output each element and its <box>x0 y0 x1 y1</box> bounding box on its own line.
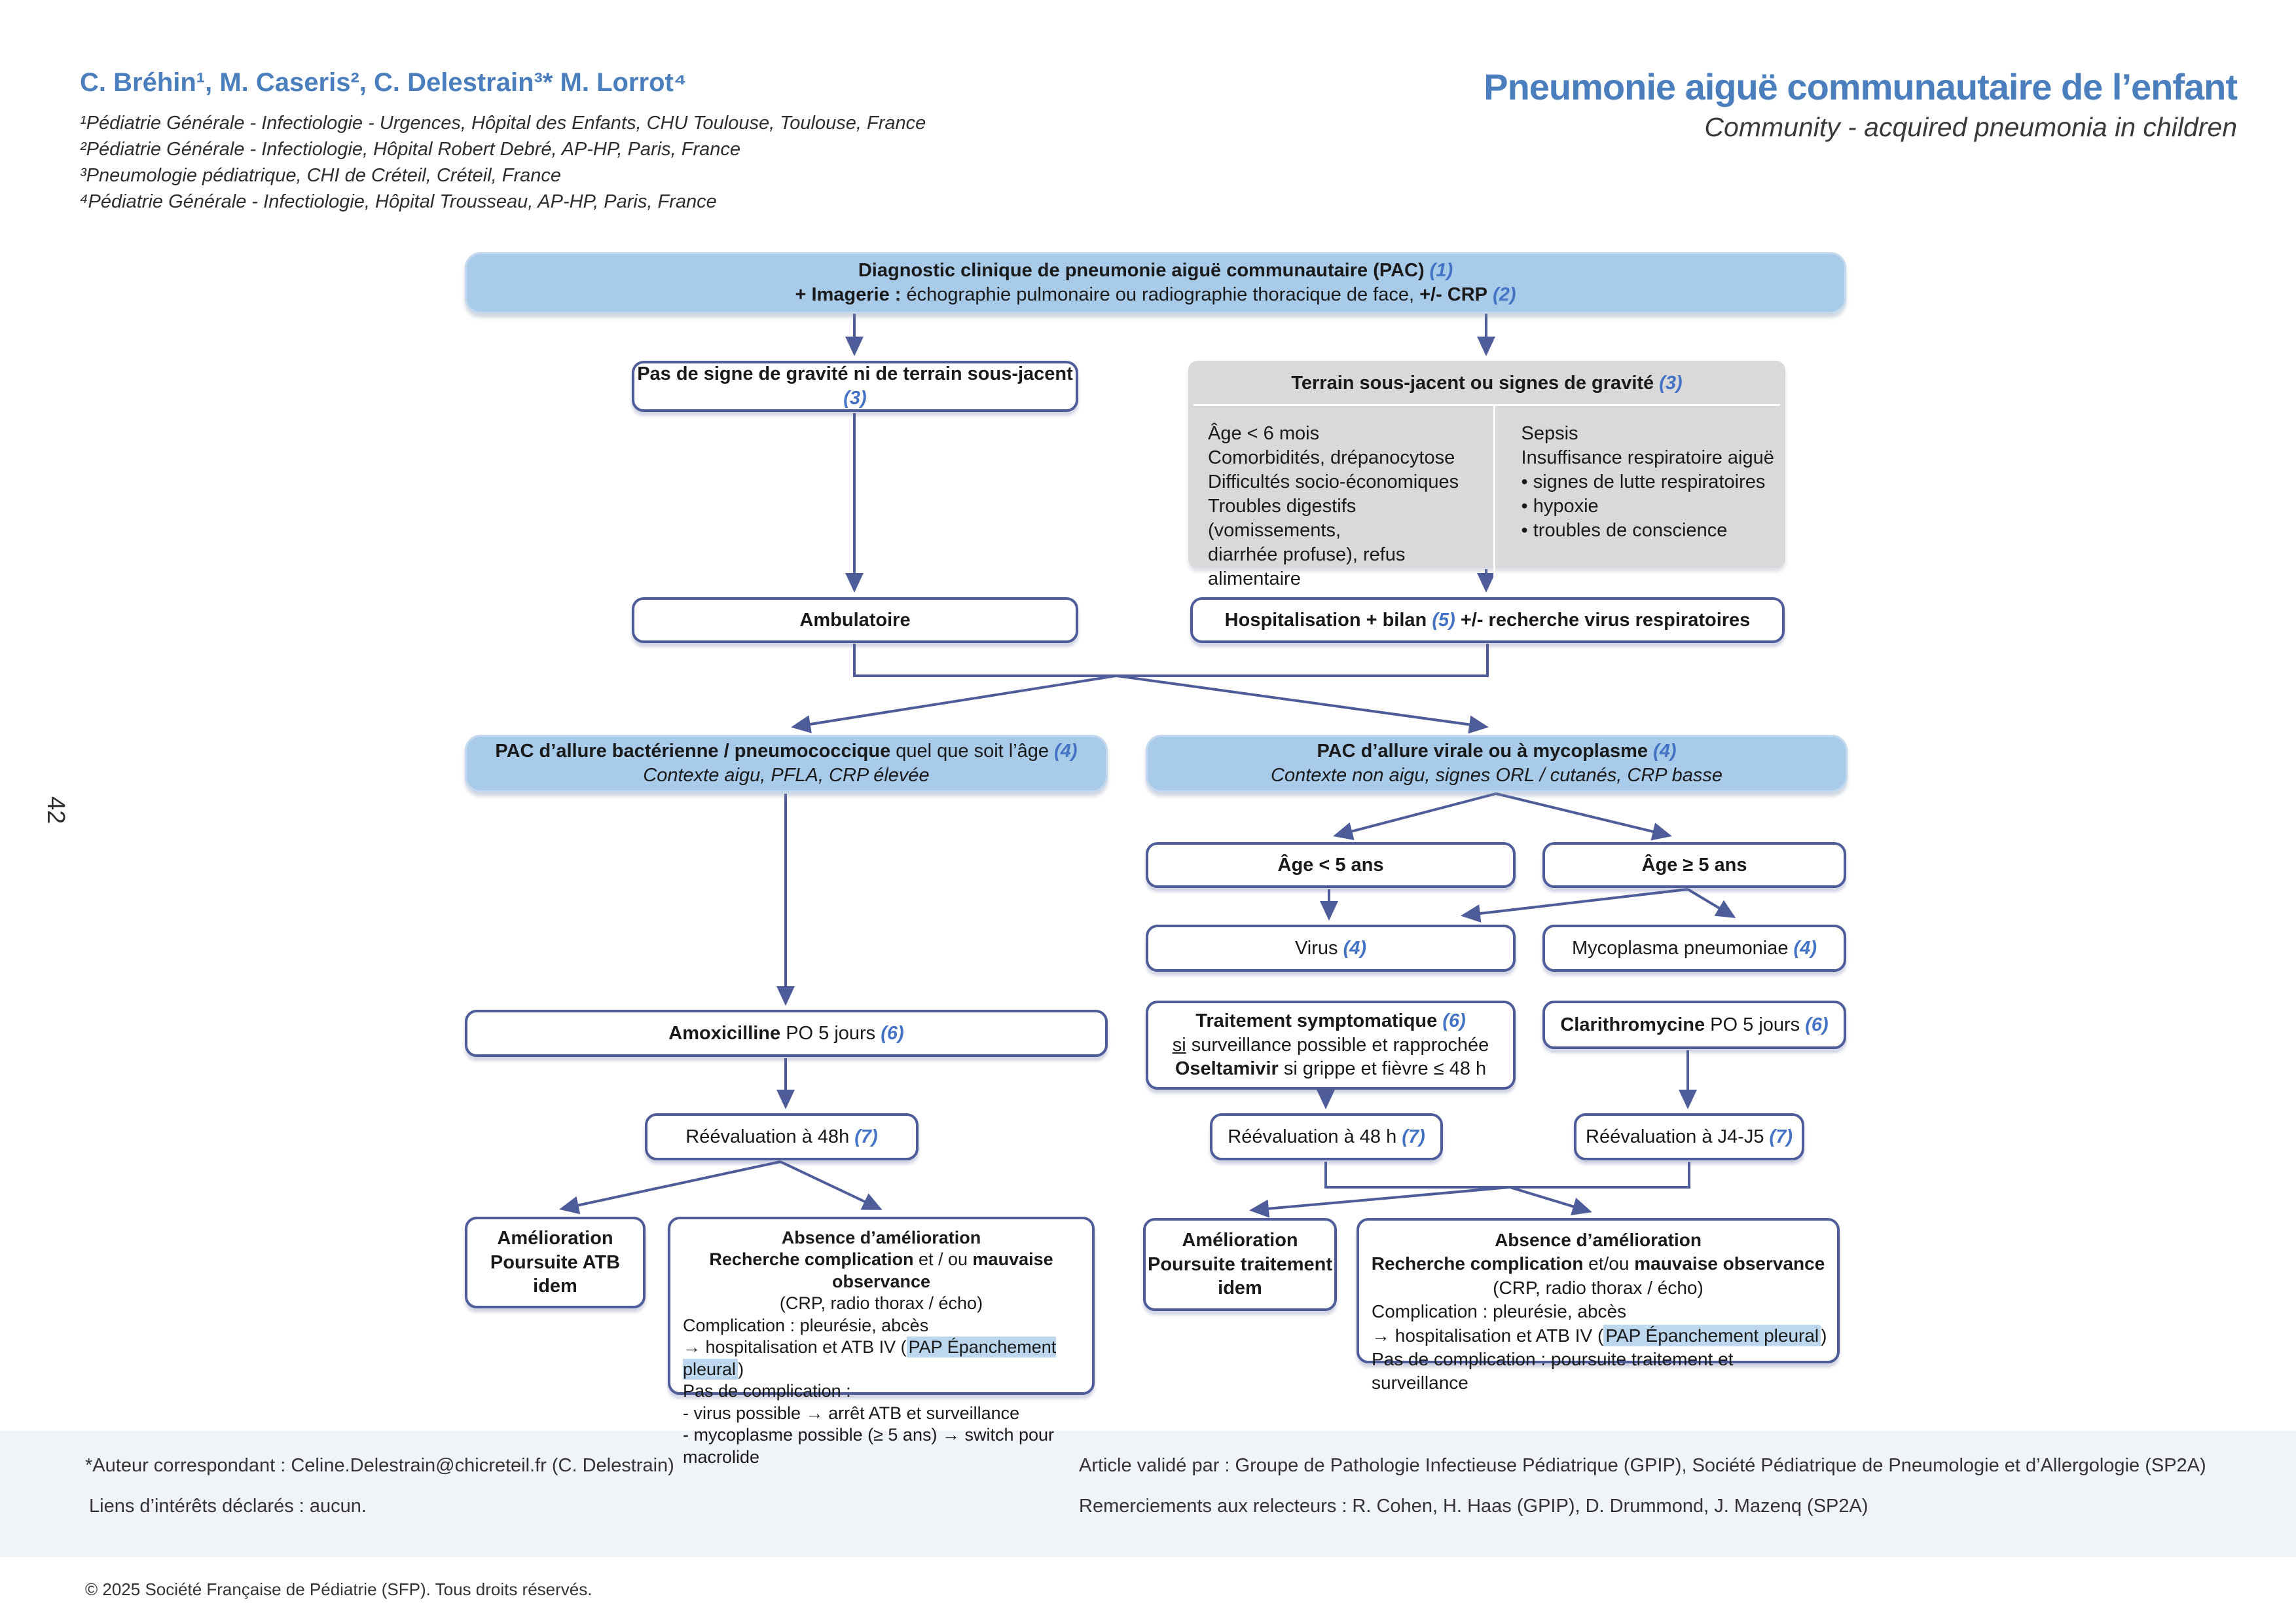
arrow-join-to-amelio-right <box>1252 1187 1510 1210</box>
absence-right-title: Absence d’amélioration <box>1495 1230 1702 1250</box>
ref-6b: (6) <box>1442 1010 1466 1032</box>
severity-title-text: Terrain sous-jacent ou signes de gravité <box>1291 373 1654 394</box>
reeval-mid-text: Réévaluation à 48 h <box>1228 1126 1397 1147</box>
ref-4d: (4) <box>1793 937 1817 959</box>
flow-box-diagnostic <box>465 252 1846 314</box>
arrow-agege5-to-myco <box>1688 889 1734 917</box>
absence-right-details <box>1368 1300 1829 1395</box>
flow-box-age-lt5 <box>1146 842 1516 888</box>
severity-terrain-item: Difficultés socio-économiques <box>1208 471 1459 492</box>
flow-box-pac-bacterial <box>465 735 1108 792</box>
hospital-text-2: +/- recherche virus respiratoires <box>1460 609 1751 631</box>
amelio-left-line1: Amélioration <box>497 1228 613 1249</box>
no-severity-text: Pas de signe de gravité ni de terrain sous-jacent <box>637 363 1073 385</box>
flow-box-virus <box>1146 925 1516 972</box>
arrow-join-to-pac-viral <box>1116 676 1486 727</box>
ref-6a: (6) <box>881 1022 904 1044</box>
absence-right-pas-complication: Pas de complication : poursuite traitement et surveillance <box>1372 1348 1734 1393</box>
amox-regular: PO 5 jours <box>786 1022 876 1044</box>
absence-left-pap-highlight: PAP Épanchement pleural <box>683 1337 1057 1379</box>
diagnostic-line2-imagerie: + Imagerie : <box>795 284 902 305</box>
absence-left-mycoplasme-possible: - mycoplasme possible (≥ 5 ans) → switch pour macrolide <box>683 1425 1055 1467</box>
absence-left-recherche: Recherche complication <box>709 1249 914 1270</box>
ref-4a: (4) <box>1054 741 1078 762</box>
flow-box-reeval-48h-left <box>645 1113 919 1160</box>
severity-column-gravity <box>1495 406 1785 591</box>
flow-box-severity <box>1188 361 1785 589</box>
severity-columns <box>1188 406 1785 591</box>
footer-validated: Article validé par : Groupe de Pathologie Infectieuse Pédiatrique (GPIP), Société Pédiatrique de Pneumologie et d’Allergologie (SP2A) <box>1079 1455 2206 1476</box>
arrow-agege5-to-virus <box>1463 889 1688 915</box>
arrow-join-to-pac-bact <box>793 676 1116 727</box>
ref-4b: (4) <box>1653 741 1677 762</box>
page-number: 42 <box>42 796 69 824</box>
age-lt5-text: Âge < 5 ans <box>1277 854 1384 876</box>
absence-left-observance: mauvaise observance <box>831 1249 1053 1291</box>
flow-box-absence-right <box>1357 1218 1840 1393</box>
severity-gravity-item: • hypoxie <box>1521 495 1599 517</box>
severity-title <box>1194 361 1780 406</box>
ref-1: (1) <box>1429 260 1453 282</box>
ref-5: (5) <box>1432 609 1455 631</box>
arrow-join-to-absence-right <box>1510 1187 1590 1211</box>
sympto-title: Traitement symptomatique <box>1195 1010 1438 1032</box>
severity-gravity-item: Sepsis <box>1521 422 1578 444</box>
flow-box-amoxicilline <box>465 1010 1108 1057</box>
severity-terrain-item: Comorbidités, drépanocytose <box>1208 447 1455 468</box>
pac-viral-bold: PAC d’allure virale ou à mycoplasme <box>1317 741 1649 762</box>
flow-box-ambulatoire <box>632 597 1078 643</box>
clari-regular: PO 5 jours <box>1710 1014 1800 1035</box>
ref-3b: (3) <box>1659 373 1683 394</box>
pac-bact-bold: PAC d’allure bactérienne / pneumococcique <box>495 741 891 762</box>
affiliation-3: ³Pneumologie pédiatrique, CHI de Créteil, Créteil, France <box>80 165 562 186</box>
authors-line: C. Bréhin¹, M. Caseris², C. Delestrain³* M. Lorrot⁴ <box>80 68 687 97</box>
pac-bact-context: Contexte aigu, PFLA, CRP élevée <box>643 765 930 786</box>
ref-2: (2) <box>1493 284 1516 305</box>
footer-correspondent: *Auteur correspondant : Celine.Delestrain@chicreteil.fr (C. Delestrain) <box>85 1455 674 1476</box>
flow-box-amelioration-left <box>465 1217 646 1308</box>
diagnostic-line2-crp: +/- CRP <box>1419 284 1488 305</box>
page-title-en: Community - acquired pneumonia in children <box>1704 112 2237 142</box>
absence-right-recherche: Recherche complication <box>1371 1253 1584 1274</box>
flow-box-reeval-48h-mid <box>1210 1113 1443 1160</box>
affiliation-2: ²Pédiatrie Générale - Infectiologie, Hôpital Robert Debré, AP-HP, Paris, France <box>80 139 741 160</box>
age-ge5-text: Âge ≥ 5 ans <box>1641 854 1747 876</box>
ambulatoire-text: Ambulatoire <box>799 609 911 631</box>
severity-terrain-item: diarrhée profuse), refus alimentaire <box>1208 544 1406 589</box>
arrow-reeval-to-amelio-left <box>562 1162 780 1209</box>
absence-left-details <box>679 1315 1084 1468</box>
diagnostic-line2-text: échographie pulmonaire ou radiographie thoracique de face, <box>906 284 1415 305</box>
ref-4c: (4) <box>1343 937 1367 959</box>
amox-bold: Amoxicilline <box>668 1022 781 1044</box>
flow-box-hospitalisation <box>1190 597 1785 643</box>
absence-right-hosp: → hospitalisation et ATB IV ( <box>1372 1325 1604 1346</box>
absence-left-hosp: → hospitalisation et ATB IV ( <box>683 1337 907 1357</box>
copyright-line: © 2025 Société Française de Pédiatrie (SFP). Tous droits réservés. <box>85 1579 592 1599</box>
pac-bact-regular: quel que soit l’âge <box>896 741 1049 762</box>
ref-7a: (7) <box>854 1126 878 1147</box>
arrow-pacviral-to-agege5 <box>1496 794 1669 836</box>
line-join-ambulatoire-hospital <box>854 644 1487 676</box>
amelio-left-line2: Poursuite ATB idem <box>490 1251 621 1297</box>
flow-box-age-ge5 <box>1542 842 1846 888</box>
virus-text: Virus <box>1294 937 1338 959</box>
line-join-reeval-right <box>1326 1162 1689 1187</box>
flow-box-reeval-j4j5 <box>1574 1113 1804 1160</box>
flow-box-amelioration-right <box>1143 1218 1337 1311</box>
sympto-surveillance: surveillance possible et rapprochée <box>1191 1034 1489 1056</box>
footer-thanks: Remerciements aux relecteurs : R. Cohen, H. Haas (GPIP), D. Drummond, J. Mazenq (SP2A) <box>1079 1496 1868 1517</box>
severity-column-terrain <box>1188 406 1495 591</box>
absence-left-pas-complication: Pas de complication : <box>683 1381 851 1401</box>
clari-bold: Clarithromycine <box>1560 1014 1705 1035</box>
hospital-text-1: Hospitalisation + bilan <box>1224 609 1427 631</box>
severity-terrain-item: Âge < 6 mois <box>1208 422 1320 444</box>
flow-box-pac-viral <box>1146 735 1848 792</box>
arrow-pacviral-to-agelt5 <box>1336 794 1496 836</box>
absence-left-paren: ) <box>738 1359 744 1379</box>
page-title-fr: Pneumonie aiguë communautaire de l’enfant <box>1484 66 2237 107</box>
pac-viral-context: Contexte non aigu, signes ORL / cutanés, CRP basse <box>1271 765 1722 786</box>
arrow-reeval-to-absence-left <box>780 1162 880 1209</box>
flow-box-absence-left <box>668 1217 1095 1467</box>
absence-left-crp: (CRP, radio thorax / écho) <box>779 1293 983 1314</box>
amelio-right-line1: Amélioration <box>1182 1230 1298 1251</box>
reeval-left-text: Réévaluation à 48h <box>685 1126 850 1147</box>
absence-right-crp: (CRP, radio thorax / écho) <box>1493 1277 1704 1298</box>
amelio-right-line3: idem <box>1218 1278 1262 1299</box>
footer-interests: Liens d’intérêts déclarés : aucun. <box>89 1496 367 1517</box>
absence-right-observance: mauvaise observance <box>1634 1253 1825 1274</box>
absence-left-virus-possible: - virus possible → arrêt ATB et surveillance <box>683 1403 1020 1423</box>
sympto-si: si <box>1172 1034 1186 1056</box>
sympto-grippe: si grippe et fièvre ≤ 48 h <box>1283 1058 1487 1080</box>
absence-left-etou: et / ou <box>918 1249 968 1270</box>
flow-box-symptomatique <box>1146 1001 1516 1090</box>
absence-left-title: Absence d’amélioration <box>781 1228 981 1247</box>
mycoplasma-text: Mycoplasma pneumoniae <box>1572 937 1789 959</box>
absence-right-paren: ) <box>1821 1325 1827 1346</box>
flow-box-no-severity <box>632 361 1078 412</box>
ref-7b: (7) <box>1402 1126 1425 1147</box>
severity-gravity-item: Insuffisance respiratoire aiguë <box>1521 447 1774 468</box>
absence-right-pap-highlight: PAP Épanchement pleural <box>1603 1325 1821 1346</box>
severity-terrain-item: Troubles digestifs (vomissements, <box>1208 495 1357 541</box>
absence-right-complication: Complication : pleurésie, abcès <box>1372 1301 1627 1322</box>
diagnostic-line1: Diagnostic clinique de pneumonie aiguë communautaire (PAC) <box>858 260 1425 282</box>
flow-box-clarithromycine <box>1542 1001 1846 1049</box>
sympto-oseltamivir: Oseltamivir <box>1175 1058 1279 1080</box>
reeval-right-text: Réévaluation à J4-J5 <box>1586 1126 1764 1147</box>
flow-box-mycoplasma <box>1542 925 1846 972</box>
affiliation-4: ⁴Pédiatrie Générale - Infectiologie, Hôpital Trousseau, AP-HP, Paris, France <box>80 191 717 212</box>
severity-gravity-item: • signes de lutte respiratoires <box>1521 471 1766 492</box>
amelio-right-line2: Poursuite traitement <box>1148 1253 1332 1275</box>
ref-6c: (6) <box>1805 1014 1829 1035</box>
ref-7c: (7) <box>1769 1126 1793 1147</box>
absence-left-complication: Complication : pleurésie, abcès <box>683 1315 929 1335</box>
affiliation-1: ¹Pédiatrie Générale - Infectiologie - Urgences, Hôpital des Enfants, CHU Toulouse, Toulouse, France <box>80 113 926 134</box>
ref-3: (3) <box>843 388 867 409</box>
severity-gravity-item: • troubles de conscience <box>1521 519 1728 541</box>
absence-right-etou: et/ou <box>1588 1253 1630 1274</box>
